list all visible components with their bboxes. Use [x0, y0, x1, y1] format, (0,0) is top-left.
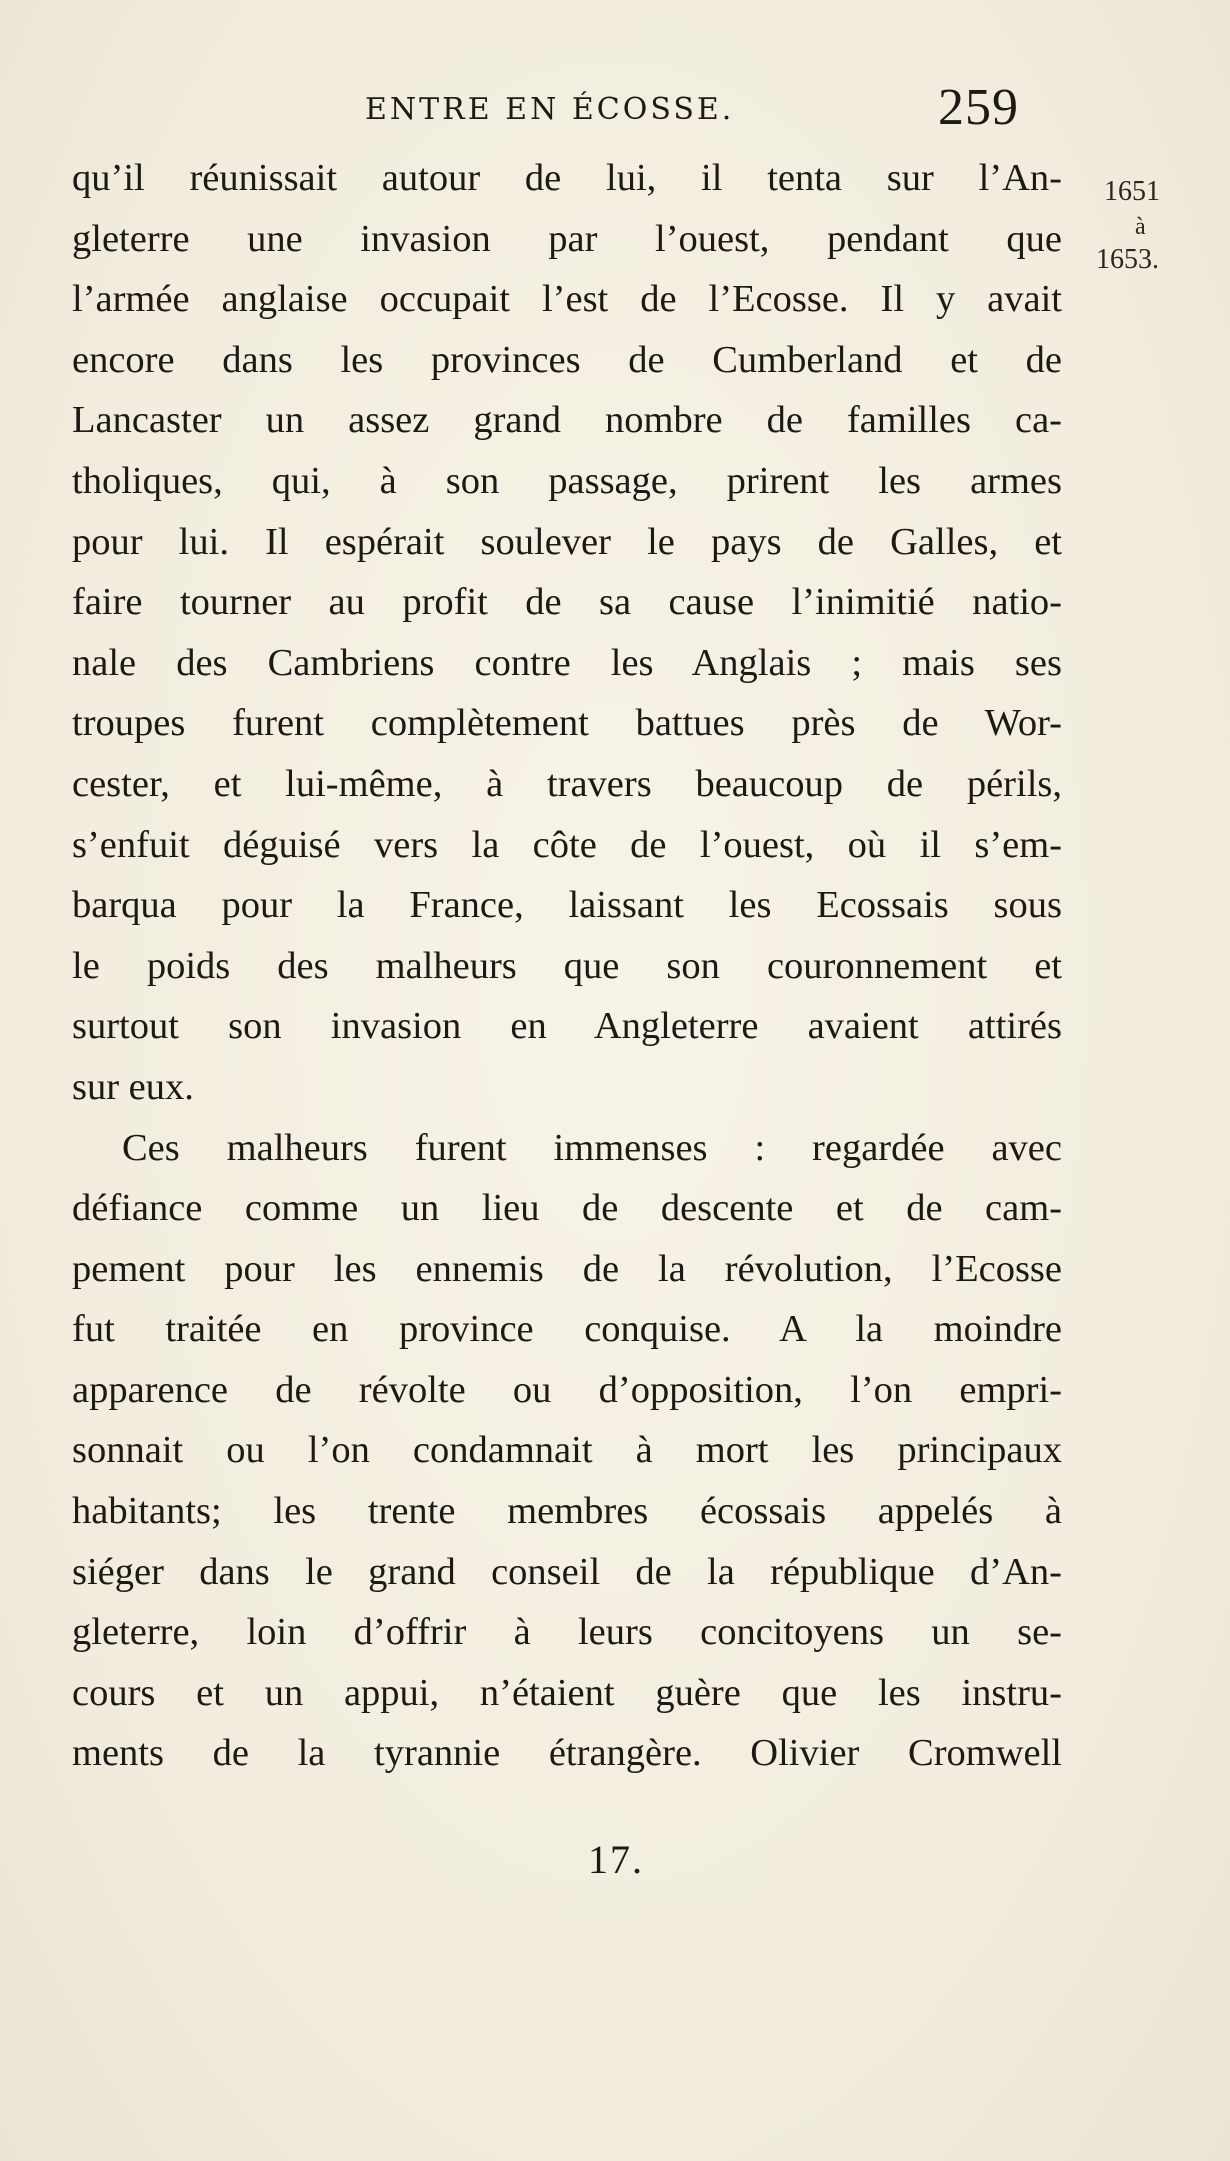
- running-title: ENTRE EN ÉCOSSE.: [365, 92, 735, 127]
- text-line: cester, et lui-même, à travers beaucoup de périls,: [72, 762, 1062, 805]
- text-line: Ces malheurs furent immenses : regardée avec: [122, 1126, 1062, 1169]
- text-line: apparence de révolte ou d’opposition, l’on empri-: [72, 1368, 1062, 1411]
- text-line: habitants; les trente membres écossais appelés à: [72, 1490, 1062, 1533]
- text-line: siéger dans le grand conseil de la république d’An-: [72, 1550, 1062, 1593]
- text-line: Lancaster un assez grand nombre de familles ca-: [72, 399, 1062, 442]
- text-line: l’armée anglaise occupait l’est de l’Ecosse. Il y avait: [72, 278, 1062, 321]
- text-line: troupes furent complètement battues près de Wor-: [72, 702, 1062, 745]
- text-line: sur eux.: [72, 1065, 194, 1108]
- text-line: ments de la tyrannie étrangère. Olivier Cromwell: [72, 1732, 1062, 1775]
- text-line: encore dans les provinces de Cumberland et de: [72, 338, 1062, 381]
- text-line: s’enfuit déguisé vers la côte de l’ouest, où il s’em-: [72, 823, 1062, 866]
- text-line: le poids des malheurs que son couronnement et: [72, 944, 1062, 987]
- page-number: 259: [938, 79, 1019, 136]
- text-line: pement pour les ennemis de la révolution, l’Ecosse: [72, 1247, 1062, 1290]
- margin-year-end: 1653.: [1096, 244, 1159, 275]
- margin-year-start: 1651: [1104, 176, 1160, 207]
- text-line: défiance comme un lieu de descente et de cam-: [72, 1187, 1062, 1230]
- text-line: gleterre, loin d’offrir à leurs concitoyens un se-: [72, 1611, 1062, 1654]
- text-line: qu’il réunissait autour de lui, il tenta sur l’An-: [72, 157, 1062, 199]
- text-line: nale des Cambriens contre les Anglais ; mais ses: [72, 641, 1062, 684]
- margin-connector: à: [1135, 214, 1146, 240]
- text-line: barqua pour la France, laissant les Ecossais sous: [72, 884, 1062, 927]
- text-line: cours et un appui, n’étaient guère que les instru-: [72, 1671, 1062, 1714]
- text-line: pour lui. Il espérait soulever le pays de Galles, et: [72, 520, 1062, 563]
- body-text: [72, 148, 1062, 1784]
- signature-mark: 17.: [588, 1837, 644, 1882]
- text-line: sonnait ou l’on condamnait à mort les principaux: [72, 1429, 1062, 1472]
- text-line: faire tourner au profit de sa cause l’inimitié natio-: [72, 581, 1062, 624]
- text-line: tholiques, qui, à son passage, prirent les armes: [72, 459, 1062, 502]
- text-line: fut traitée en province conquise. A la moindre: [72, 1308, 1062, 1351]
- text-line: gleterre une invasion par l’ouest, pendant que: [72, 217, 1062, 260]
- text-line: surtout son invasion en Angleterre avaient attirés: [72, 1005, 1062, 1048]
